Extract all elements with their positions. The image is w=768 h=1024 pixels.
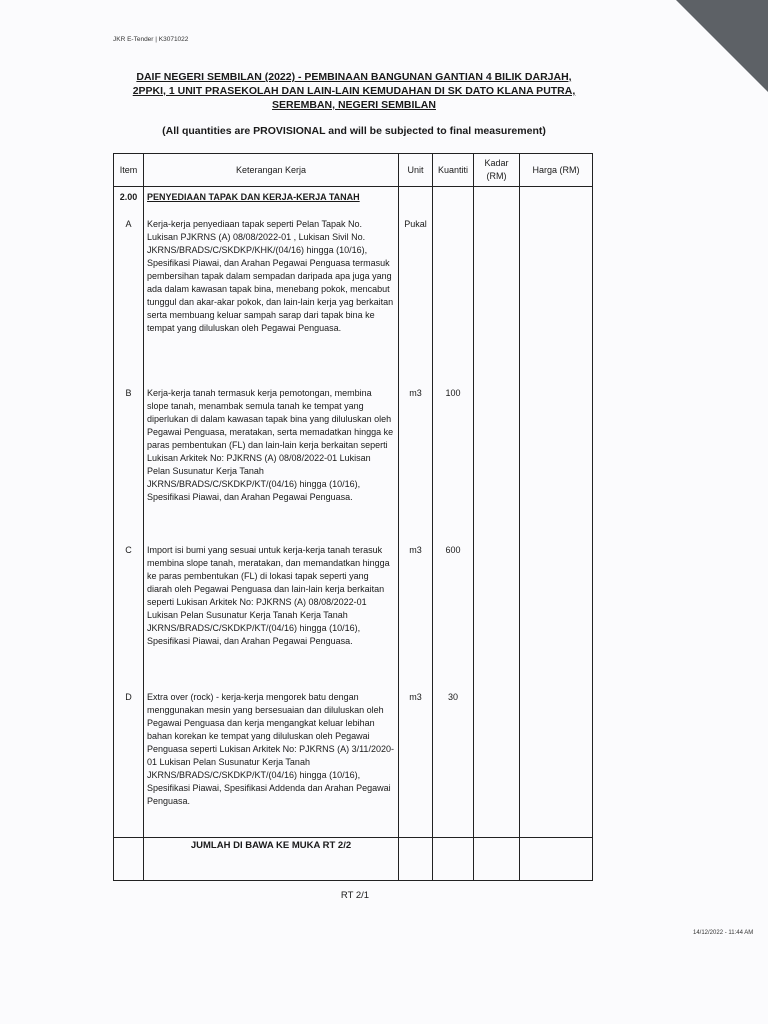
bill-of-quantities-table (113, 153, 593, 881)
total-carried-forward-label: JUMLAH DI BAWA KE MUKA RT 2/2 (144, 838, 399, 881)
header-item: Item (114, 154, 144, 187)
rate-column (474, 187, 520, 838)
total-row (114, 838, 593, 881)
total-quantity-cell (433, 838, 474, 881)
total-rate-cell (474, 838, 520, 881)
item-c-description: Import isi bumi yang sesuai untuk kerja-kerja tanah terasuk membina slope tanah, meratakan, dan memandatkan hingga ke paras pembentukan (FL) di lokasi tapak seperti yang diarah oleh Pegawai Penguasa dan lain-lain kerja berkaitan seperti Lukisan Arkitek No: PJKRNS (A) 08/08/2022-01 Lukisan Pelan Susunatur Kerja Tanah Kerja Tanah JKRNS/BRADS/C/SKDKP/KT/(04/16) hingga (10/16), Spesifikasi Piawai, dan Arahan Pegawai Penguasa. (147, 545, 390, 646)
description-column (144, 187, 399, 838)
item-a-unit: Pukal (404, 219, 427, 229)
item-b-description: Kerja-kerja tanah termasuk kerja pemotongan, membina slope tanah, menambak semula tanah ke tempat yang diperlukan di dalam kawasan tapak bina yang diluluskan oleh Pegawai Penguasa, meratakan, serta memadatkan hingga ke paras pembentukan (FL) dan lain-lain kerja berkaitan seperti Lukisan Arkitek No: PJKRNS (A) 08/08/2022-01 Lukisan Pelan Susunatur Kerja Tanah JKRNS/BRADS/C/SKDKP/KT/(04/16) hingga (10/16), Spesifikasi Piawai, dan Arahan Pegawai Penguasa. (147, 388, 394, 502)
section-number: 2.00 (119, 192, 138, 202)
title-line-3: SEREMBAN, NEGERI SEMBILAN (272, 99, 436, 111)
header-description: Keterangan Kerja (144, 154, 399, 187)
item-a-description: Kerja-kerja penyediaan tapak seperti Pelan Tapak No. Lukisan PJKRNS (A) 08/08/2022-01 , Lukisan Sivil No. JKRNS/BRADS/C/SKDKP/KHK/(04/16) hingga (10/16), Spesifikasi Piawai, dan Arahan Pegawai Penguasa termasuk pembersihan tapak dalam sempadan daripada apa juga yang ada dalam kawasan tapak bina, menebang pokok, mencabut tunggul dan akar-akar pokok, dan lain-lain kerja yag berkaitan serta membuang keluar sampah sarap dari tapak bina ke tempat yang diluluskan oleh Pegawai Penguasa. (147, 219, 394, 333)
header-rate: Kadar (RM) (474, 154, 520, 187)
header-unit: Unit (399, 154, 433, 187)
total-unit-cell (399, 838, 433, 881)
provisional-note: (All quantities are PROVISIONAL and will be subjected to final measurement) (162, 125, 546, 137)
item-c-quantity: 600 (445, 545, 461, 555)
item-d-description: Extra over (rock) - kerja-kerja mengorek batu dengan menggunakan mesin yang bersesuaian dan diluluskan oleh Pegawai Penguasa dan kerja mengangkat keluar lebihan bahan korekan ke tempat yang diluluskan oleh Pegawai Penguasa seperti Lukisan Arkitek No: PJKRNS (A) 3/11/2020-01 Lukisan Pelan Susunatur Kerja Tanah JKRNS/BRADS/C/SKDKP/KT/(04/16) hingga (10/16), Spesifikasi Piawai, Spesifikasi Addenda dan Arahan Pegawai Penguasa. (147, 692, 394, 806)
item-column (114, 187, 144, 838)
item-d-label: D (125, 692, 132, 702)
item-c-unit: m3 (409, 545, 422, 555)
print-timestamp: 14/12/2022 - 11:44 AM (693, 930, 754, 936)
quantity-column (433, 187, 474, 838)
total-item-cell (114, 838, 144, 881)
tender-reference: JKR E-Tender | K3071022 (113, 36, 189, 43)
item-a-label: A (125, 219, 132, 229)
page-number: RT 2/1 (340, 890, 370, 901)
item-b-quantity: 100 (445, 388, 461, 398)
section-title: PENYEDIAAN TAPAK DAN KERJA-KERJA TANAH (147, 192, 360, 202)
item-d-unit: m3 (409, 692, 422, 702)
amount-column (520, 187, 593, 838)
item-b-label: B (125, 388, 132, 398)
title-line-2: 2PPKI, 1 UNIT PRASEKOLAH DAN LAIN-LAIN KEMUDAHAN DI SK DATO KLANA PUTRA, (132, 85, 576, 97)
title-line-1: DAIF NEGERI SEMBILAN (2022) - PEMBINAAN BANGUNAN GANTIAN 4 BILIK DARJAH, (136, 71, 572, 83)
item-c-label: C (125, 545, 132, 555)
total-amount-cell (520, 838, 593, 881)
table-header-row (114, 154, 593, 187)
table-body-row (114, 187, 593, 838)
document-title (110, 70, 598, 112)
unit-column (399, 187, 433, 838)
item-b-unit: m3 (409, 388, 422, 398)
folded-corner (676, 0, 768, 92)
item-d-quantity: 30 (447, 692, 458, 702)
header-quantity: Kuantiti (433, 154, 474, 187)
header-amount: Harga (RM) (520, 154, 593, 187)
item-a-quantity (434, 218, 472, 387)
